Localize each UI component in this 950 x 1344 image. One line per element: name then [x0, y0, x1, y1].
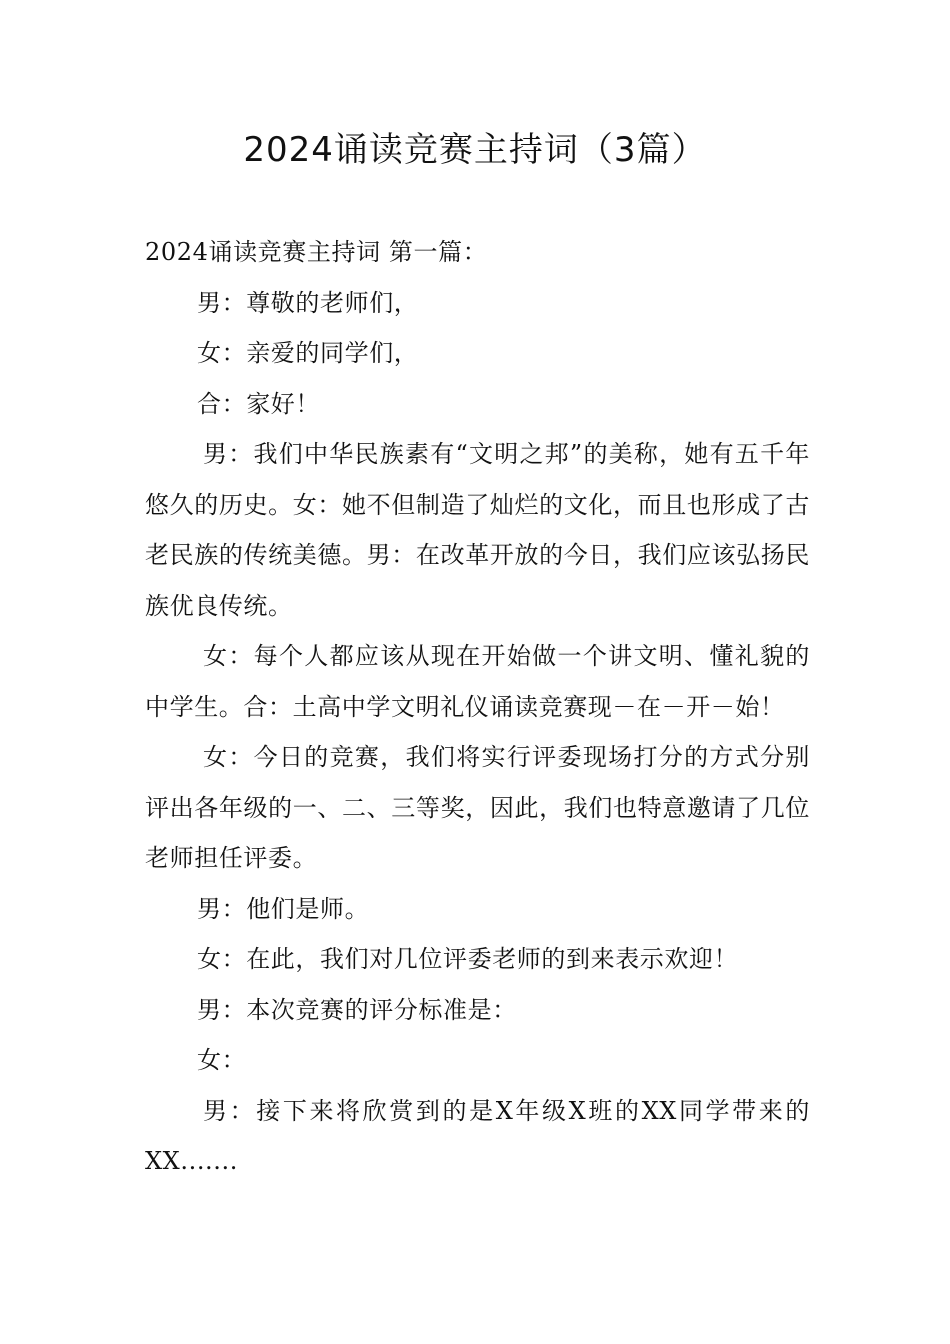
paragraph-greeting-together: 合：家好！	[197, 389, 320, 418]
paragraph-welcome: 女：在此，我们对几位评委老师的到来表示欢迎！	[197, 945, 739, 973]
paragraph-greeting-female: 女：亲爱的同学们，	[197, 339, 419, 367]
section-heading: 2024诵读竞赛主持词 第一篇：	[145, 238, 488, 266]
paragraph-start: 女：每个人都应该从现在开始做一个讲文明、懂礼貌的中学生。合：土高中学文明礼仪诵读竞赛现－在－开－始！	[145, 642, 810, 721]
paragraph-civilization: 男：我们中华民族素有“文明之邦”的美称，她有五千年悠久的历史。女：她不但制造了灿烂的文化，而且也形成了古老民族的传统美德。男：在改革开放的今日，我们应该弘扬民族优良传统。	[145, 440, 810, 620]
paragraph-judges: 男：他们是师。	[197, 894, 370, 923]
document-body	[145, 227, 810, 1187]
paragraph-greeting-male: 男：尊敬的老师们，	[197, 288, 419, 317]
paragraph-next-performer: 男：接下来将欣赏到的是X年级X班的XX同学带来的XX.......	[145, 1096, 810, 1175]
paragraph-female-blank: 女：	[197, 1046, 247, 1074]
paragraph-criteria: 男：本次竞赛的评分标准是：	[197, 995, 517, 1024]
document-title: 2024诵读竞赛主持词（3篇）	[243, 130, 707, 170]
paragraph-judging: 女：今日的竞赛，我们将实行评委现场打分的方式分别评出各年级的一、二、三等奖，因此，我们也特意邀请了几位老师担任评委。	[145, 743, 810, 872]
